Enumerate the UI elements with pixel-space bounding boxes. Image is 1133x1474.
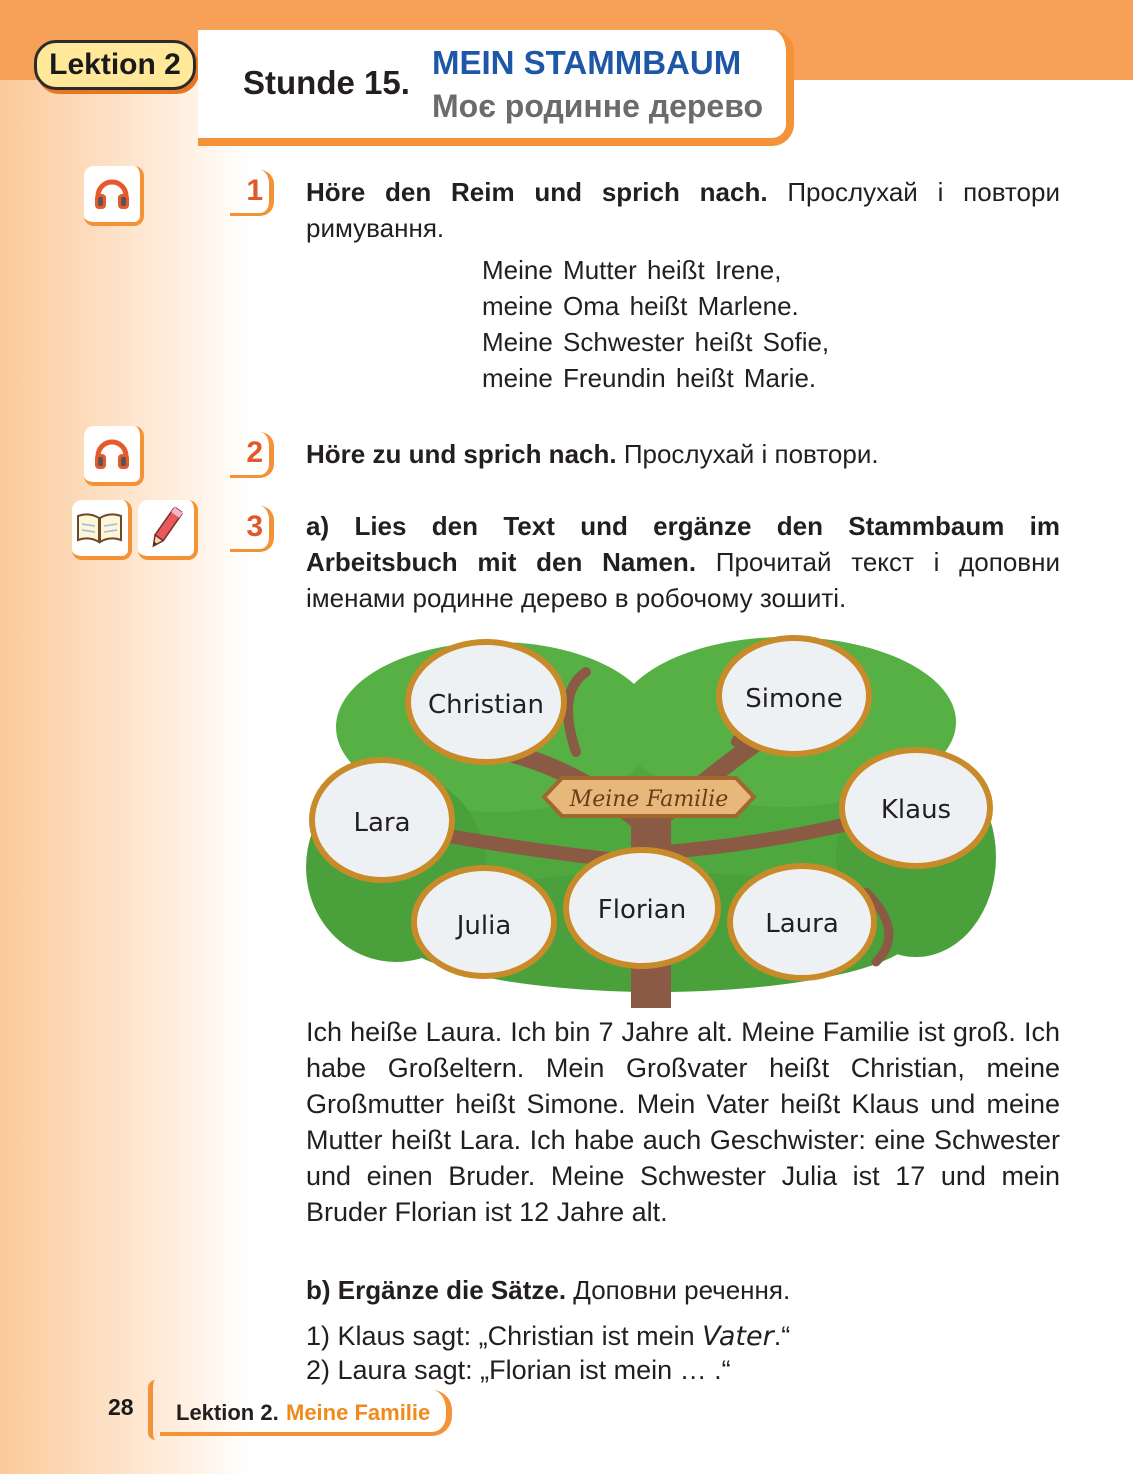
- footer-lesson: Lektion 2.: [176, 1400, 279, 1425]
- tree-name-klaus: Klaus: [880, 795, 952, 825]
- tree-name-lara: Lara: [353, 808, 411, 838]
- exercise-number-3: 3: [230, 506, 274, 552]
- lektion-badge: Lektion 2: [34, 40, 196, 90]
- exercise-3a-instruction-de: a) Lies den Text und ergänze den Stammbaum im Arbeitsbuch mit den Namen.: [306, 511, 1060, 577]
- family-sign-label: Meine Familie: [569, 787, 729, 812]
- exercise-number-1: 1: [230, 170, 274, 216]
- lesson-number: Stunde 15.: [243, 64, 410, 101]
- tree-name-laura: Laura: [765, 909, 839, 939]
- exercise-1-instruction-ua: Прослухай і повтори римування.: [306, 177, 1060, 243]
- exercise-number-2: 2: [230, 432, 274, 478]
- pencil-icon-box: [138, 500, 198, 560]
- exercise-2-instruction-ua: Прослухай і повтори.: [616, 439, 879, 469]
- sentence-1-answer: Vater: [702, 1321, 774, 1352]
- tree-name-simone: Simone: [745, 684, 843, 714]
- headphones-icon: [92, 432, 132, 472]
- page-number: 28: [108, 1394, 134, 1420]
- sentence-1-suffix: .“: [773, 1321, 791, 1351]
- footer-topic: Meine Familie: [286, 1400, 431, 1425]
- rhyme-line: meine Oma heißt Marlene.: [482, 291, 799, 321]
- pencil-icon: [138, 500, 194, 556]
- page-title: MEIN STAMMBAUM: [432, 44, 742, 81]
- exercise-2-instruction: [306, 436, 1060, 472]
- exercise-2-instruction-de: Höre zu und sprich nach.: [306, 439, 617, 469]
- exercise-3b-instruction-de: b) Ergänze die Sätze.: [306, 1275, 567, 1305]
- exercise-1-instruction: [306, 174, 1060, 246]
- rhyme-line: Meine Schwester heißt Sofie,: [482, 327, 830, 357]
- rhyme-line: meine Freundin heißt Marie.: [482, 363, 817, 393]
- sentence-1-prefix: 1) Klaus sagt: „Christian ist mein: [306, 1321, 703, 1351]
- headphones-icon: [92, 172, 132, 212]
- page-subtitle: Моє родинне дерево: [432, 88, 764, 124]
- tree-name-julia: Julia: [456, 911, 512, 941]
- exercise-3a-instruction-ua: Прочитай текст і доповни іменами родинне дерево в робочому зошиті.: [306, 547, 1060, 613]
- family-sign: [544, 778, 754, 816]
- exercise-3b-instruction: [306, 1272, 1060, 1308]
- exercise-1-instruction-de: Höre den Reim und sprich nach.: [306, 177, 768, 207]
- family-tree-illustration: [306, 632, 1000, 1008]
- tree-name-florian: Florian: [597, 895, 687, 925]
- audio-icon-box-1[interactable]: [84, 166, 144, 226]
- rhyme-line: Meine Mutter heißt Irene,: [482, 255, 782, 285]
- exercise-3a-instruction: [306, 508, 1060, 616]
- reading-text: Ich heiße Laura. Ich bin 7 Jahre alt. Meine Familie ist groß. Ich habe Großeltern. Mein Großvater heißt Christian, meine Großmutter heißt Simone. Mein Vater heißt Klaus und meine Mutter heißt Lara. Ich habe auch Geschwister: eine Schwester und einen Bruder. Meine Schwester Julia ist 17 und mein Bruder Florian ist 12 Jahre alt.: [306, 1017, 1060, 1227]
- sentence-2: 2) Laura sagt: „Florian ist mein … .“: [306, 1355, 731, 1385]
- sentence-1: [306, 1318, 790, 1355]
- tree-name-christian: Christian: [428, 690, 544, 720]
- rhyme: [482, 252, 829, 396]
- book-icon: [72, 500, 128, 556]
- exercise-3b-instruction-ua: Доповни речення.: [566, 1275, 791, 1305]
- book-icon-box: [72, 500, 132, 560]
- audio-icon-box-2[interactable]: [84, 426, 144, 486]
